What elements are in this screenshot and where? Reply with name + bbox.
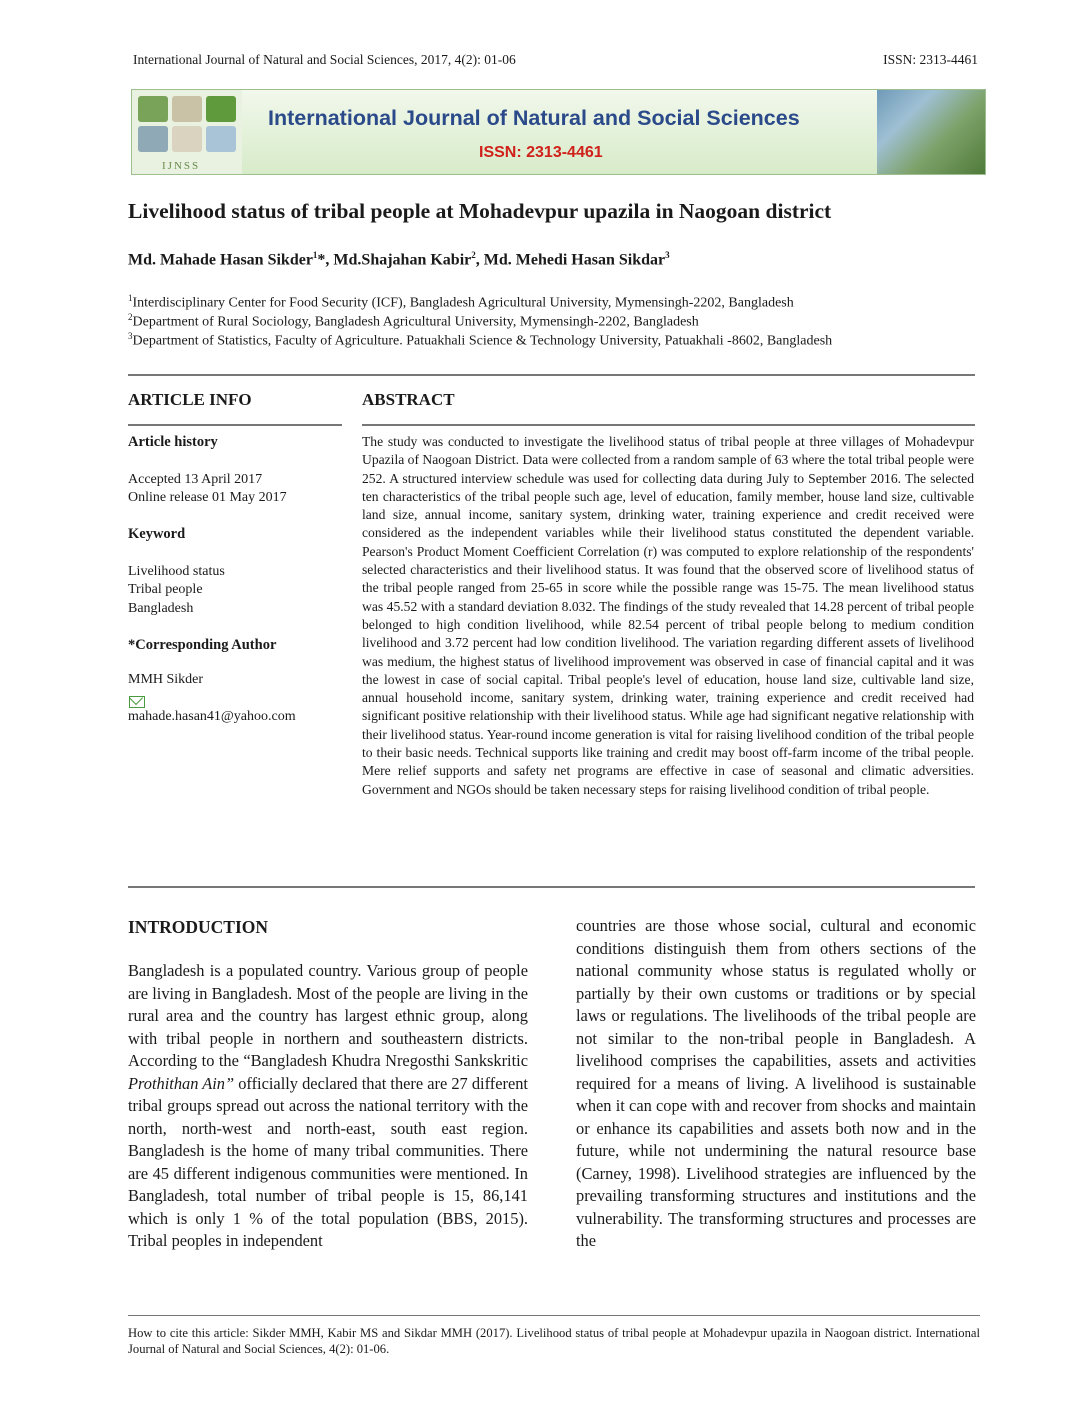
abstract-text: The study was conducted to investigate the livelihood status of tribal people at three villages of Mohadevpur Upazila of Naogoan District. Data were collected from a random sample of 63 where the total tribal people were 252. A structured interview schedule was used for collecting data during July to September 2016. The selected ten characteristics of the tribal people such age, level of education, family member, house land size, cultivable land size, annual income, sanitary system, drinking water, training experience and credit received were considered as the independent variables while their livelihood status constituted the dependent variable. Pearson's Product Moment Coefficient Correlation (r) was computed to explore relationship of the respondents' selected characteristics and their livelihood status. It was found that the observed score of livelihood status of the tribal people ranged from 25-65 in score while the possible range was 15-75. The mean livelihood status was 45.52 with a standard deviation 8.032. The findings of the study revealed that 14.28 percent of tribal people belonged to high condition livelihood, while 82.54 percent of tribal people belong to medium condition livelihood and 3.72 percent had low condition livelihood. The variation regarding different assets of livelihood was medium, the highest status of livelihood improvement was observed in case of financial capital and it was the lowest in case of social capital. Tribal people's level of education, house land size, cultivable land size, annual household income, sanitary system, drinking water, training experience and credit received had significant positive relationship with their livelihood status. While age had significant negative relationship with their livelihood status. Year-round income generation is vital for raising livelihood condition of the tribal people to their basic needs. Technical supports like training and credit may boost off-farm income of the tribal people. Mere relief supports and safety net programs are effective in case of seasonal and climatic adversities. Government and NGOs should be taken necessary steps for raising livelihood condition of tribal people. — [362, 434, 974, 797]
keyword: Livelihood status — [128, 564, 225, 579]
banner-photo — [877, 90, 985, 174]
corresponding-mark: * — [317, 251, 326, 269]
author-list: Md. Mahade Hasan Sikder$^1$*, Md.Shajahan Kabir$^2$, Md. Mehedi Hasan Sikdar$^3$ — [128, 250, 670, 269]
divider — [128, 374, 975, 376]
accepted-date: Accepted 13 April 2017 — [128, 472, 263, 487]
divider — [128, 424, 342, 426]
header-issn: ISSN: 2313-4461 — [883, 52, 978, 67]
email-link[interactable]: mahade.hasan41@yahoo.com — [128, 709, 296, 724]
history-heading: Article history — [128, 434, 218, 450]
online-date: Online release 01 May 2017 — [128, 490, 287, 505]
affiliation: $^3$Department of Statistics, Faculty of Agriculture. Patuakhali Science & Technology University, Patuakhali -8602, Bangladesh — [128, 331, 833, 349]
author-affil-mark: 1 — [312, 250, 318, 260]
banner-title: International Journal of Natural and Social Sciences — [268, 106, 800, 130]
banner-logo-collage — [132, 90, 242, 174]
introduction-heading: INTRODUCTION — [128, 917, 269, 937]
corresponding-name: MMH Sikder — [128, 672, 204, 687]
affiliation: $^2$Department of Rural Sociology, Bangladesh Agricultural University, Mymensingh-2202, Bangladesh — [128, 312, 699, 330]
citation-note: How to cite this article: Sikder MMH, Kabir MS and Sikdar MMH (2017). Livelihood status of tribal people at Mohadevpur upazila in Naogoan district. International Journal of Natural and Social Sciences, 4(2): 01-06. — [128, 1326, 980, 1356]
divider — [362, 424, 975, 426]
abstract-heading: ABSTRACT — [362, 390, 455, 409]
affiliation: $^1$Interdisciplinary Center for Food Security (ICF), Bangladesh Agricultural University, Mymensingh-2202, Bangladesh — [128, 293, 794, 311]
author-affil-mark: 2 — [471, 250, 476, 260]
introduction-col1: Bangladesh is a populated country. Various group of people are living in Bangladesh. Most of the people are living in the rural area and the country has largest ethnic group, along with tribal people in northern and southeastern districts. According to the “Bangladesh Khudra Nregosthi Sankskritic Prothithan Ain” officially declared that there are 27 different tribal groups spread out across the national territory with the north, north-west and north-east, south east region. Bangladesh is the home of many tribal communities. There are 45 different indigenous communities were mentioned. In Bangladesh, total number of tribal people is 15, 86,141 which is only 1 % of the total population (BBS, 2015). Tribal peoples in independent — [128, 961, 528, 1250]
divider — [128, 1315, 980, 1316]
introduction-col2: countries are those whose social, cultural and economic conditions distinguish them from others sections of the national community whose status is regulated wholly or partially by their own customs or traditions or by special laws or regulations. The livelihoods of the tribal people are not similar to the non-tribal people in Bangladesh. A livelihood comprises the capabilities, assets and activities required for a means of living. A livelihood is sustainable when it can cope with and recover from shocks and maintain or enhance its capabilities and assets both now and in the future, while not undermining the natural resource base (Carney, 1998). Livelihood strategies are influenced by the prevailing transforming structures and institutions and the vulnerability. The transforming structures and processes are the — [576, 916, 976, 1250]
article-info-heading: ARTICLE INFO — [128, 390, 252, 409]
banner-logo-text: IJNSS — [162, 160, 201, 172]
journal-banner — [131, 89, 986, 175]
banner-issn: ISSN: 2313-4461 — [479, 144, 603, 161]
author-name: Md. Mehedi Hasan Sikdar — [483, 251, 666, 269]
keyword-heading: Keyword — [128, 526, 186, 542]
journal-reference: International Journal of Natural and Social Sciences, 2017, 4(2): 01-06 — [133, 52, 516, 67]
article-title: Livelihood status of tribal people at Mohadevpur upazila in Naogoan district — [128, 199, 832, 223]
keyword: Tribal people — [128, 582, 203, 597]
corresponding-heading: *Corresponding Author — [128, 637, 277, 653]
author-affil-mark: 3 — [665, 250, 670, 260]
divider — [128, 886, 975, 888]
keyword: Bangladesh — [128, 601, 194, 616]
running-header — [133, 52, 978, 68]
author-name: Md. Mahade Hasan Sikder — [128, 251, 313, 269]
author-name: Md.Shajahan Kabir — [333, 251, 472, 269]
citation-label: How to cite this article: — [128, 1326, 249, 1340]
